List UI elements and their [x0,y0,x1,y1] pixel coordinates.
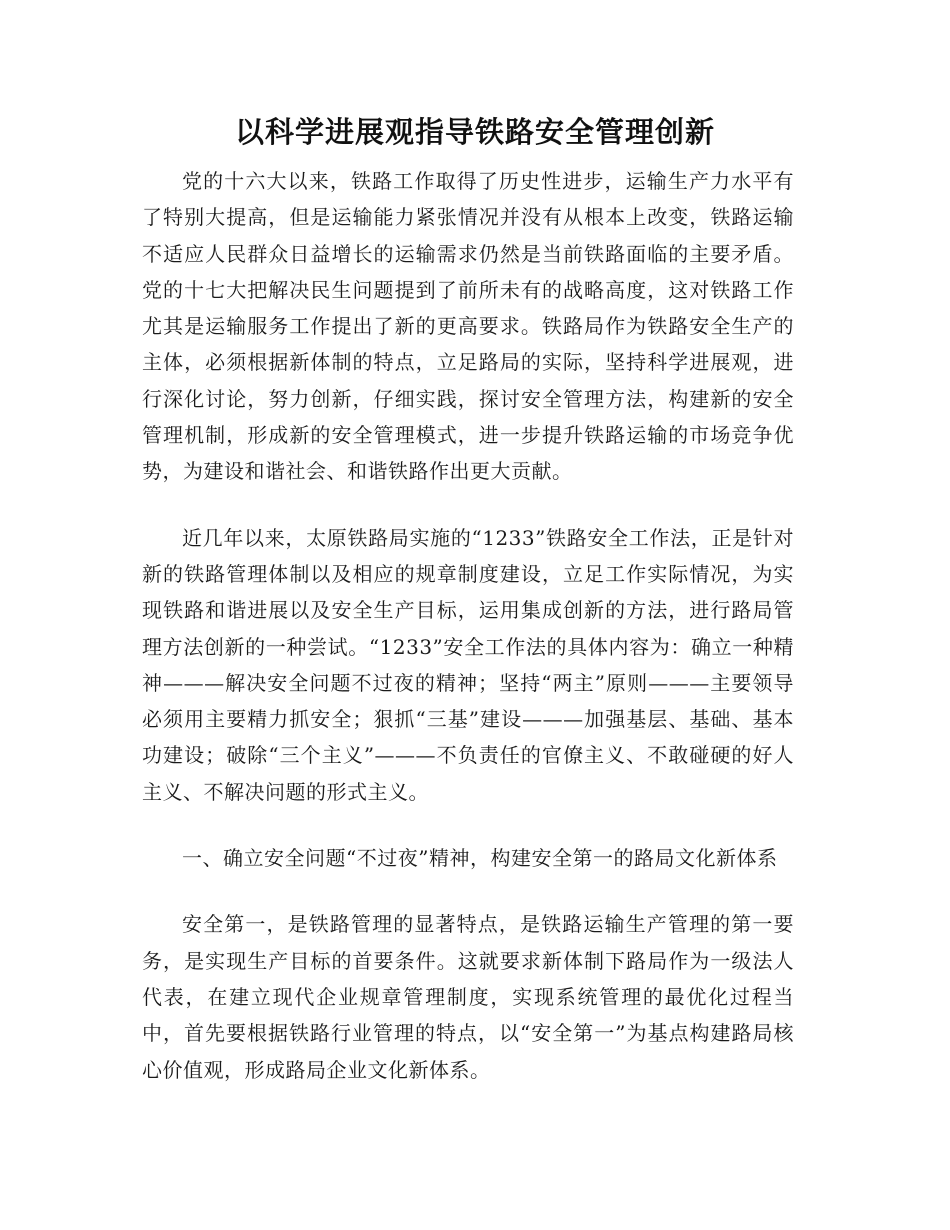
document-title: 以科学进展观指导铁路安全管理创新 [234,115,715,149]
paragraph-intro: 党的十六大以来，铁路工作取得了历史性进步，运输生产力水平有了特别大提高，但是运输能力紧张情况并没有从根本上改变，铁路运输不适应人民群众日益增长的运输需求仍然是当前铁路面临的主要矛盾。党的十七大把解决民生问题提到了前所未有的战略高度，这对铁路工作尤其是运输服务工作提出了新的更高要求。铁路局作为铁路安全生产的主体，必须根据新体制的特点，立足路局的实际，坚持科学进展观，进行深化讨论，努力创新，仔细实践，探讨安全管理方法，构建新的安全管理机制，形成新的安全管理模式，进一步提升铁路运输的市场竞争优势，为建设和谐社会、和谐铁路作出更大贡献。 [142,169,794,484]
paragraph-safety-first: 安全第一，是铁路管理的显著特点，是铁路运输生产管理的第一要务，是实现生产目标的首要条件。这就要求新体制下路局作为一级法人代表，在建立现代企业规章管理制度，实现系统管理的最优化过程当中，首先要根据铁路行业管理的特点，以“安全第一”为基点构建路局核心价值观，形成路局企业文化新体系。 [142,912,794,1082]
document-body [142,163,794,1118]
section-heading-1: 一、确立安全问题“不过夜”精神，构建安全第一的路局文化新体系 [182,846,778,871]
paragraph-1233-method: 近几年以来，太原铁路局实施的“1233”铁路安全工作法，正是针对新的铁路管理体制以及相应的规章制度建设，立足工作实际情况，为实现铁路和谐进展以及安全生产目标，运用集成创新的方法，进行路局管理方法创新的一种尝试。“1233”安全工作法的具体内容为：确立一种精神———解决安全问题不过夜的精神；坚持“两主”原则———主要领导必须用主要精力抓安全；狠抓“三基”建设———加强基层、基础、基本功建设；破除“三个主义”———不负责任的官僚主义、不敢碰硬的好人主义、不解决问题的形式主义。 [142,525,794,804]
